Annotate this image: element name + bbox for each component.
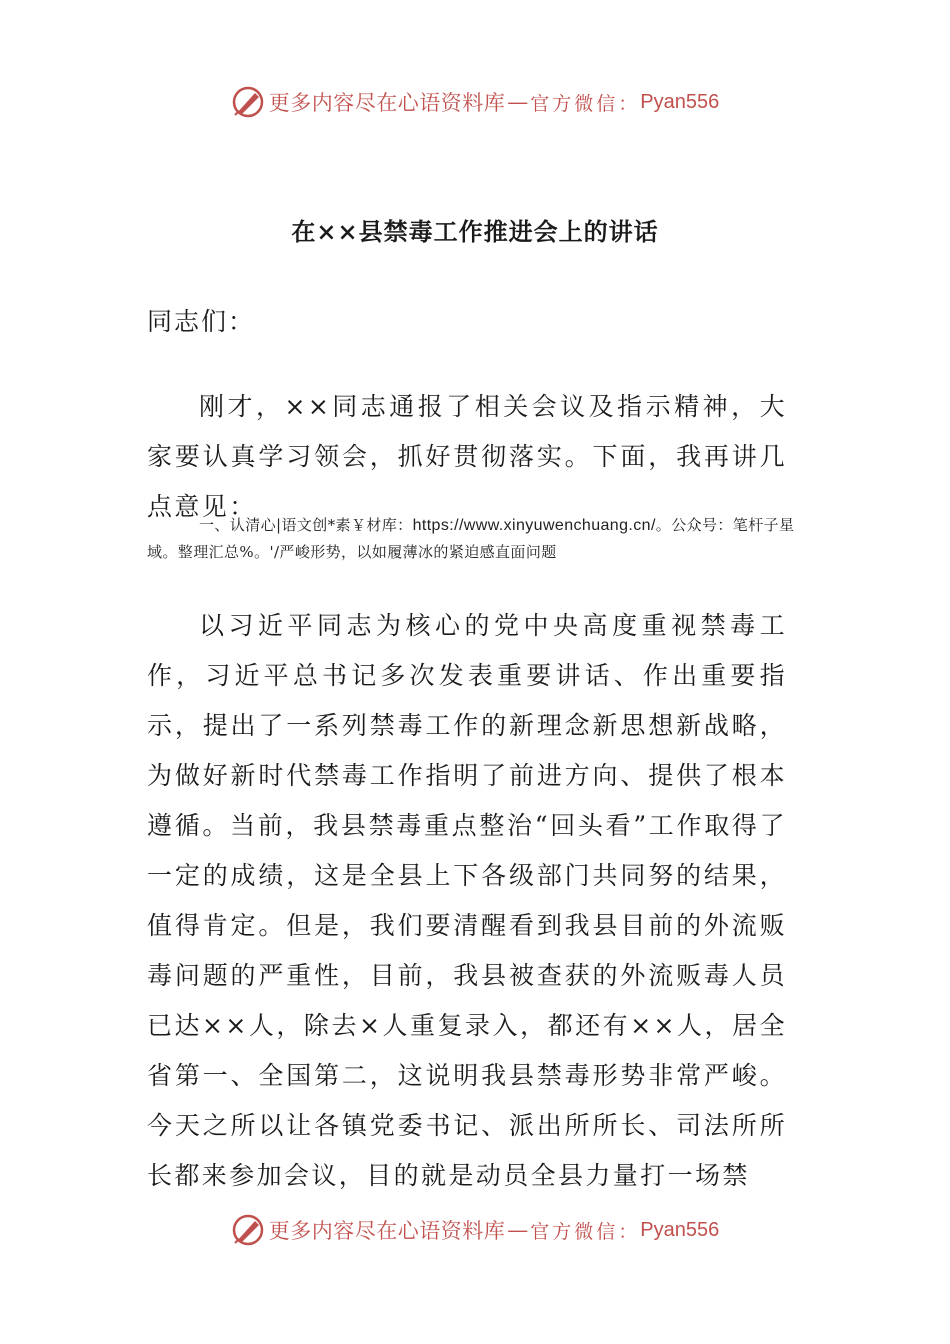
banner-wechat-id: Pyan556 — [640, 1218, 720, 1241]
section-heading-1 — [147, 512, 817, 565]
banner-text: 更多内容尽在心语资料库 — [268, 1219, 506, 1243]
footer-banner — [0, 1210, 950, 1250]
banner-wechat-label: 官方微信： — [530, 1220, 641, 1243]
banner-wechat-label: 官方微信： — [530, 92, 641, 115]
pen-logo-icon — [231, 1213, 265, 1247]
banner-text: 更多内容尽在心语资料库 — [268, 91, 506, 115]
paragraph-intro: 刚才，××同志通报了相关会议及指示精神，大家要认真学习领会，抓好贯彻落实。下面，我再讲几点意见： — [147, 392, 787, 521]
paragraph-body: 以习近平同志为核心的党中央高度重视禁毒工作，习近平总书记多次发表重要讲话、作出重要指示，提出了一系列禁毒工作的新理念新思想新战略，为做好新时代禁毒工作指明了前进方向、提供了根本遵循。当前，我县禁毒重点整治“回头看”工作取得了一定的成绩，这是全县上下各级部门共同努的结果，值得肯定。但是，我们要清醒看到我县目前的外流贩毒问题的严重性，目前，我县被查获的外流贩毒人员已达××人，除去×人重复录入，都还有××人，居全省第一、全国第二，这说明我县禁毒形势非常严峻。今天之所以让各镇党委书记、派出所所长、司法所所长都来参加会议，目的就是动员全县力量打一场禁 — [147, 611, 787, 1190]
pen-logo-icon — [231, 85, 265, 119]
heading-url: https://www.xinyuwenchuang.cn/ — [412, 517, 656, 534]
banner-dash: — — [507, 90, 529, 114]
heading-suffix: 。公众号：笔杆子星域。整理汇总%。'/严峻形势，以如履薄冰的紧迫感直面问题 — [147, 516, 795, 561]
header-banner — [0, 82, 950, 122]
document-title: 在××县禁毒工作推进会上的讲话 — [291, 217, 659, 246]
banner-dash: — — [507, 1218, 529, 1242]
heading-prefix: 一、认清心|语文创*素￥材库： — [199, 516, 413, 534]
greeting: 同志们： — [147, 307, 256, 336]
banner-wechat-id: Pyan556 — [640, 90, 720, 113]
